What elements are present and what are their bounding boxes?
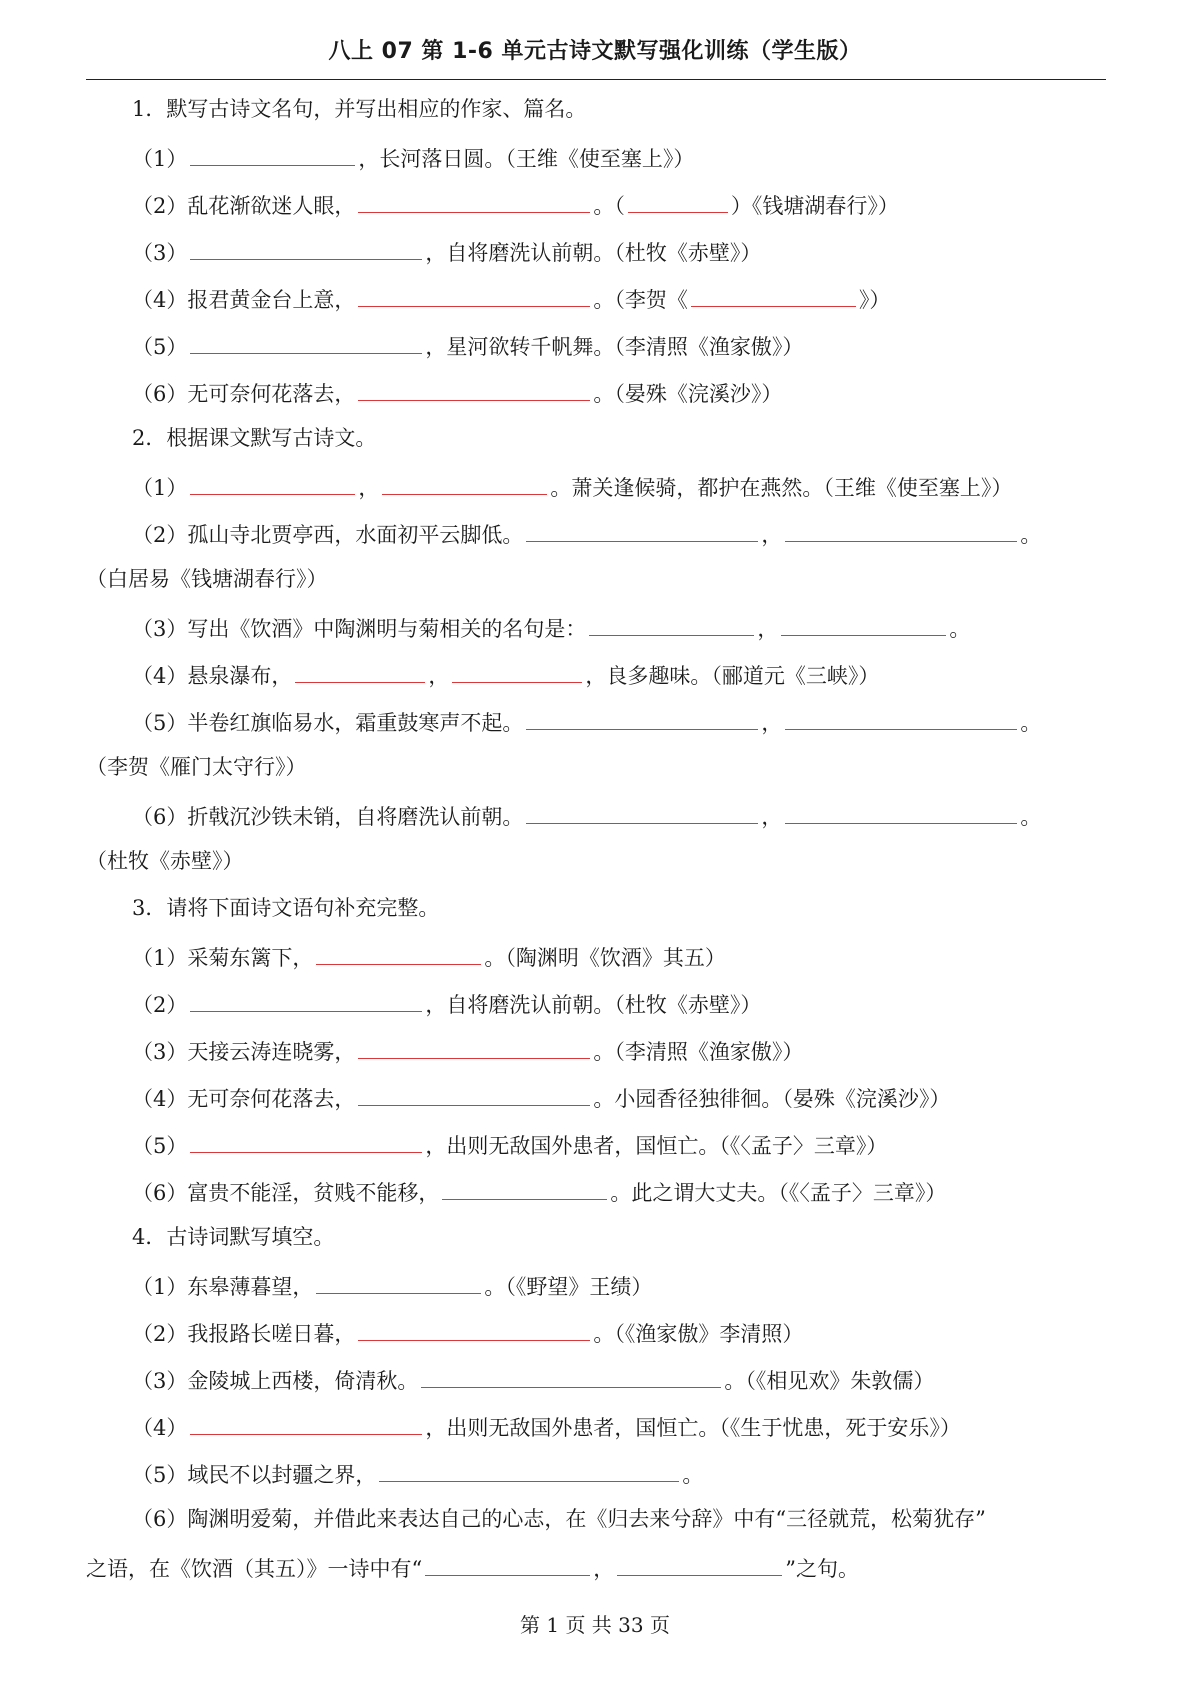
s3-q5: （5） ，出则无敌国外患者，国恒亡。（《〈孟子〉三章》） bbox=[132, 1128, 887, 1161]
answer-blank[interactable] bbox=[358, 1316, 590, 1341]
s3-q2: （2） ，自将磨洗认前朝。（杜牧《赤壁》） bbox=[132, 987, 761, 1020]
answer-blank[interactable] bbox=[358, 376, 590, 401]
page-footer: 第 1 页 共 33 页 bbox=[520, 1613, 670, 1637]
s3-q3: （3）天接云涛连晓雾， 。（李清照《渔家傲》） bbox=[132, 1034, 803, 1067]
title-blank[interactable] bbox=[691, 282, 856, 307]
s4-q1: （1）东皋薄暮望， 。（《野望》王绩） bbox=[132, 1269, 652, 1302]
page-title: 八上 07 第 1-6 单元古诗文默写强化训练（学生版） bbox=[328, 39, 862, 64]
question-number: （1） bbox=[132, 147, 188, 171]
answer-blank[interactable] bbox=[358, 282, 590, 307]
s3-q6: （6）富贵不能淫，贫贱不能移， 。此之谓大丈夫。（《〈孟子〉三章》） bbox=[132, 1175, 946, 1208]
answer-blank[interactable] bbox=[190, 141, 355, 166]
answer-blank[interactable] bbox=[425, 1551, 590, 1576]
s4-q5: （5）域民不以封疆之界， 。 bbox=[132, 1457, 703, 1490]
s1-q5: （5） ，星河欲转千帆舞。（李清照《渔家傲》） bbox=[132, 329, 803, 362]
s1-q3: （3） ，自将磨洗认前朝。（杜牧《赤壁》） bbox=[132, 235, 761, 268]
answer-blank[interactable] bbox=[358, 1081, 590, 1106]
answer-blank[interactable] bbox=[421, 1363, 721, 1388]
answer-blank[interactable] bbox=[589, 611, 754, 636]
section-4-heading: 4．古诗词默写填空。 bbox=[132, 1225, 335, 1249]
s4-q4: （4） ，出则无敌国外患者，国恒亡。（《生于忧患，死于安乐》） bbox=[132, 1410, 961, 1443]
answer-blank[interactable] bbox=[190, 235, 422, 260]
answer-blank[interactable] bbox=[190, 1128, 422, 1153]
answer-blank[interactable] bbox=[190, 470, 355, 495]
section-2-heading: 2．根据课文默写古诗文。 bbox=[132, 426, 377, 450]
s1-q6: （6）无可奈何花落去， 。（晏殊《浣溪沙》） bbox=[132, 376, 782, 409]
answer-blank[interactable] bbox=[617, 1551, 782, 1576]
answer-blank[interactable] bbox=[526, 517, 758, 542]
s2-q5: （5）半卷红旗临易水，霜重鼓寒声不起。 ， 。 bbox=[132, 705, 1041, 738]
s2-q6: （6）折戟沉沙铁未销，自将磨洗认前朝。 ， 。 bbox=[132, 799, 1041, 832]
answer-blank[interactable] bbox=[190, 329, 422, 354]
answer-blank[interactable] bbox=[785, 517, 1017, 542]
s2-q2-source: （白居易《钱塘湖春行》） bbox=[86, 567, 328, 591]
s4-q2: （2）我报路长嗟日暮， 。（《渔家傲》李清照） bbox=[132, 1316, 803, 1349]
answer-blank[interactable] bbox=[316, 1269, 481, 1294]
s3-q4: （4）无可奈何花落去， 。小园香径独徘徊。（晏殊《浣溪沙》） bbox=[132, 1081, 950, 1114]
title-divider bbox=[86, 79, 1106, 80]
answer-blank[interactable] bbox=[781, 611, 946, 636]
answer-blank[interactable] bbox=[452, 658, 582, 683]
s2-q2: （2）孤山寺北贾亭西，水面初平云脚低。 ， 。 bbox=[132, 517, 1041, 550]
answer-blank[interactable] bbox=[785, 705, 1017, 730]
answer-blank[interactable] bbox=[358, 188, 590, 213]
s4-q6-cont: 之语，在《饮酒（其五）》一诗中有“ ， ”之句。 bbox=[86, 1551, 859, 1584]
answer-blank[interactable] bbox=[379, 1457, 679, 1482]
s2-q5-source: （李贺《雁门太守行》） bbox=[86, 755, 307, 779]
s1-q1: （1） ，长河落日圆。（王维《使至塞上》） bbox=[132, 141, 694, 174]
s1-q2: （2）乱花渐欲迷人眼， 。（ ）《钱塘湖春行》） bbox=[132, 188, 899, 221]
s1-q4: （4）报君黄金台上意， 。（李贺《 》） bbox=[132, 282, 890, 315]
answer-blank[interactable] bbox=[190, 987, 422, 1012]
answer-blank[interactable] bbox=[295, 658, 425, 683]
s4-q6: （6）陶渊明爱菊，并借此来表达自己的心志，在《归去来兮辞》中有“三径就荒，松菊犹存” bbox=[132, 1507, 986, 1531]
s2-q4: （4）悬泉瀑布， ， ，良多趣味。（郦道元《三峡》） bbox=[132, 658, 879, 691]
section-1-heading: 1．默写古诗文名句，并写出相应的作家、篇名。 bbox=[132, 97, 587, 121]
answer-blank[interactable] bbox=[526, 799, 758, 824]
answer-blank[interactable] bbox=[382, 470, 547, 495]
answer-blank[interactable] bbox=[316, 940, 481, 965]
s3-q1: （1）采菊东篱下， 。（陶渊明《饮酒》其五） bbox=[132, 940, 726, 973]
section-3-heading: 3．请将下面诗文语句补充完整。 bbox=[132, 896, 440, 920]
answer-blank[interactable] bbox=[358, 1034, 590, 1059]
s2-q6-source: （杜牧《赤壁》） bbox=[86, 849, 244, 873]
answer-blank[interactable] bbox=[785, 799, 1017, 824]
answer-blank[interactable] bbox=[526, 705, 758, 730]
s2-q3: （3）写出《饮酒》中陶渊明与菊相关的名句是： ， 。 bbox=[132, 611, 970, 644]
author-blank[interactable] bbox=[628, 188, 728, 213]
answer-blank[interactable] bbox=[442, 1175, 607, 1200]
s2-q1: （1） ， 。萧关逢候骑，都护在燕然。（王维《使至塞上》） bbox=[132, 470, 1012, 503]
s4-q3: （3）金陵城上西楼，倚清秋。 。（《相见欢》朱敦儒） bbox=[132, 1363, 934, 1396]
answer-blank[interactable] bbox=[190, 1410, 422, 1435]
